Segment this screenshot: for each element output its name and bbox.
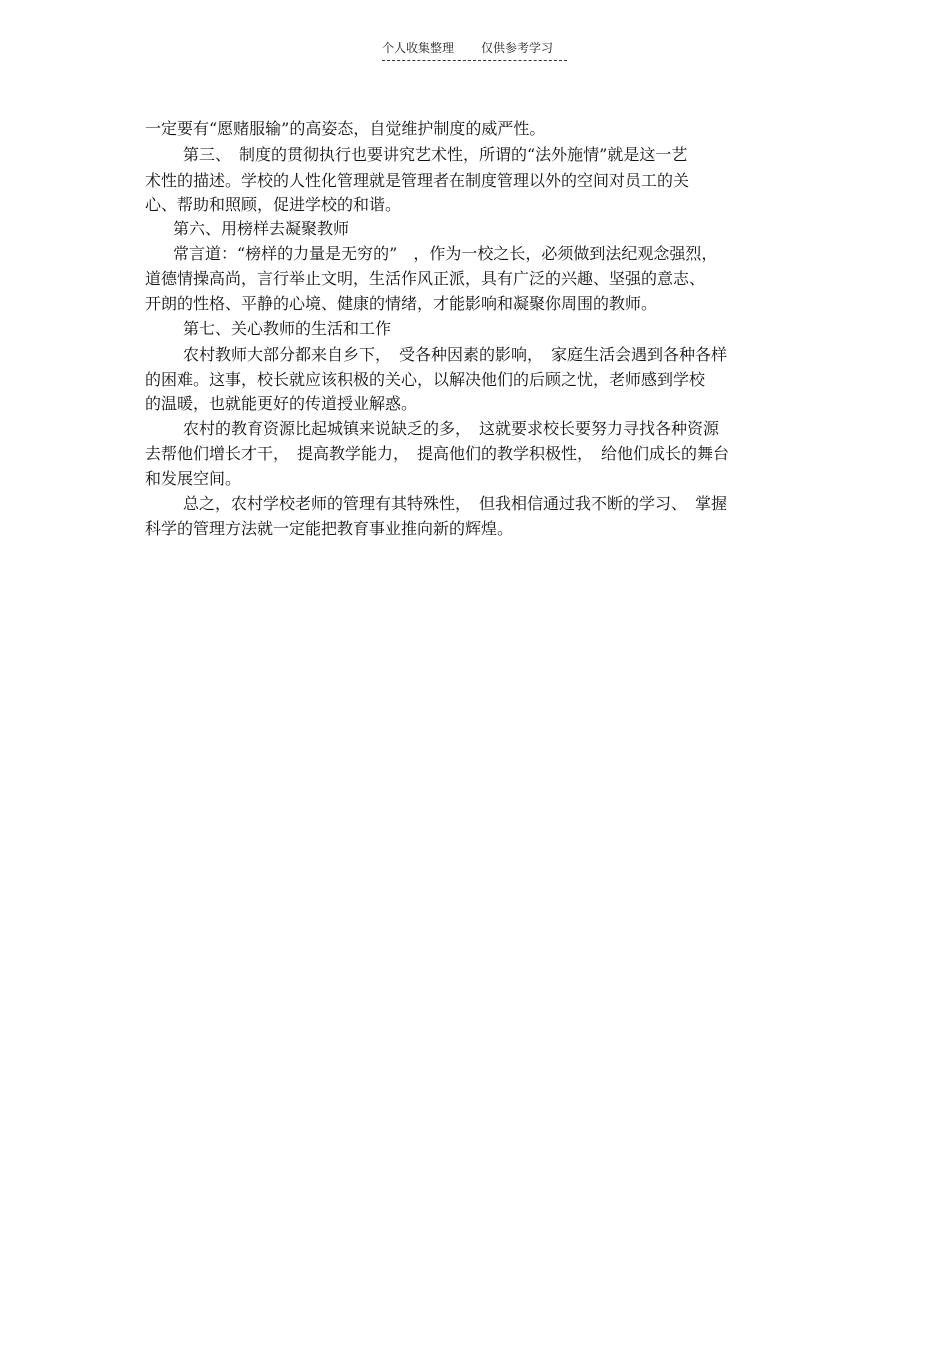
body-line: 去帮他们增长才干， 提高教学能力， 提高他们的教学积极性， 给他们成长的舞台 (145, 444, 730, 463)
body-line: 道德情操高尚，言行举止文明，生活作风正派，具有广泛的兴趣、坚强的意志、 (145, 269, 706, 288)
header-right-text: 仅供参考学习 (481, 41, 554, 55)
body-line: 常言道：“榜样的力量是无穷的” ，作为一校之长，必须做到法纪观念强烈， (173, 244, 718, 263)
body-line: 开朗的性格、平静的心境、健康的情绪，才能影响和凝聚你周围的教师。 (145, 294, 658, 313)
body-line: 和发展空间。 (145, 469, 242, 488)
section-heading: 第六、用榜样去凝聚教师 (173, 219, 350, 238)
section-heading: 第七、关心教师的生活和工作 (183, 319, 392, 338)
body-line: 总之，农村学校老师的管理有其特殊性， 但我相信通过我不断的学习、 掌握 (183, 494, 728, 513)
body-line: 的困难。这事，校长就应该积极的关心，以解决他们的后顾之忧，老师感到学校 (145, 370, 706, 389)
body-line: 第三、 制度的贯彻执行也要讲究艺术性，所谓的“法外施情”就是这一艺 (183, 145, 688, 164)
body-line: 农村教师大部分都来自乡下， 受各种因素的影响， 家庭生活会遇到各种各样 (183, 345, 728, 364)
body-line: 术性的描述。学校的人性化管理就是管理者在制度管理以外的空间对员工的关 (145, 171, 690, 190)
body-line: 一定要有“愿赌服输”的高姿态，自觉维护制度的威严性。 (145, 119, 546, 138)
body-line: 科学的管理方法就一定能把教育事业推向新的辉煌。 (145, 519, 514, 538)
body-line: 的温暖，也就能更好的传道授业解惑。 (145, 394, 418, 413)
header-left-text: 个人收集整理 (382, 41, 455, 55)
body-line: 心、帮助和照顾，促进学校的和谐。 (145, 195, 402, 214)
page-header (382, 40, 567, 61)
body-line: 农村的教育资源比起城镇来说缺乏的多， 这就要求校长要努力寻找各种资源 (183, 419, 720, 438)
